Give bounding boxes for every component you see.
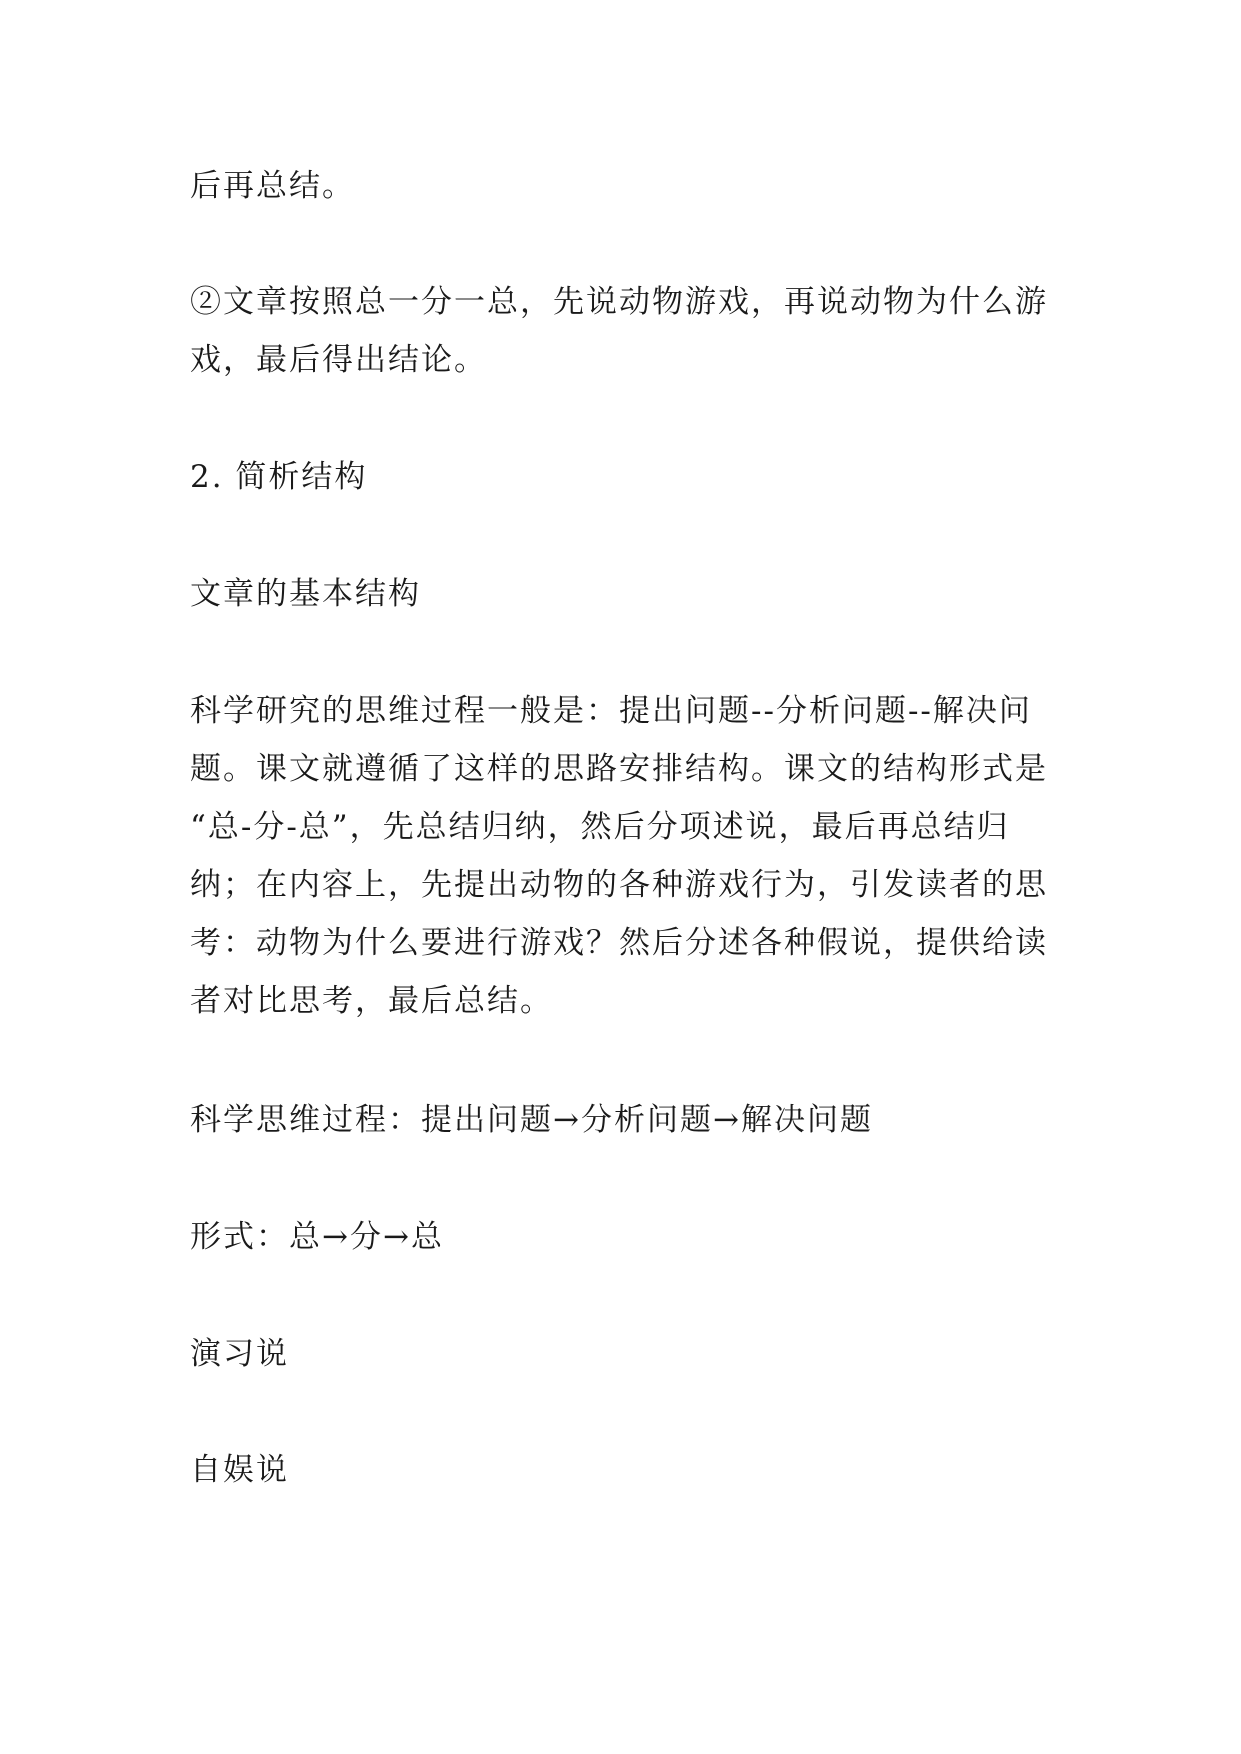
text-line: 科学思维过程：提出问题→分析问题→解决问题 xyxy=(190,1102,873,1138)
text-line: 2. 简析结构 xyxy=(190,459,368,495)
paragraph-conclusion-end xyxy=(190,157,1060,215)
text-line: 者对比思考，最后总结。 xyxy=(190,983,553,1019)
text-line: “总-分-总”，先总结归纳，然后分项述说，最后再总结归 xyxy=(190,809,1010,845)
text-line: 后再总结。 xyxy=(190,168,355,204)
paragraph-form xyxy=(190,1208,1060,1266)
subheading-basic-structure xyxy=(190,565,1060,623)
text-line: 纳；在内容上，先提出动物的各种游戏行为，引发读者的思 xyxy=(190,867,1048,903)
section-heading-structure-analysis xyxy=(190,448,1060,506)
text-line: ②文章按照总一分一总，先说动物游戏，再说动物为什么游 xyxy=(190,284,1048,320)
text-line: 文章的基本结构 xyxy=(190,576,421,612)
text-line: 戏，最后得出结论。 xyxy=(190,342,487,378)
text-line: 题。课文就遵循了这样的思路安排结构。课文的结构形式是 xyxy=(190,751,1048,787)
text-line: 演习说 xyxy=(190,1336,289,1372)
text-line: 形式：总→分→总 xyxy=(190,1219,444,1255)
text-line: 自娱说 xyxy=(190,1452,289,1488)
hypothesis-practice xyxy=(190,1325,1060,1383)
text-line: 考：动物为什么要进行游戏？然后分述各种假说，提供给读 xyxy=(190,925,1048,961)
paragraph-scientific-thinking xyxy=(190,682,1060,1030)
text-line: 科学研究的思维过程一般是：提出问题--分析问题--解决问 xyxy=(190,693,1032,729)
paragraph-thinking-process xyxy=(190,1091,1060,1149)
hypothesis-self-entertainment xyxy=(190,1441,1060,1499)
paragraph-structure-point-2 xyxy=(190,273,1060,389)
